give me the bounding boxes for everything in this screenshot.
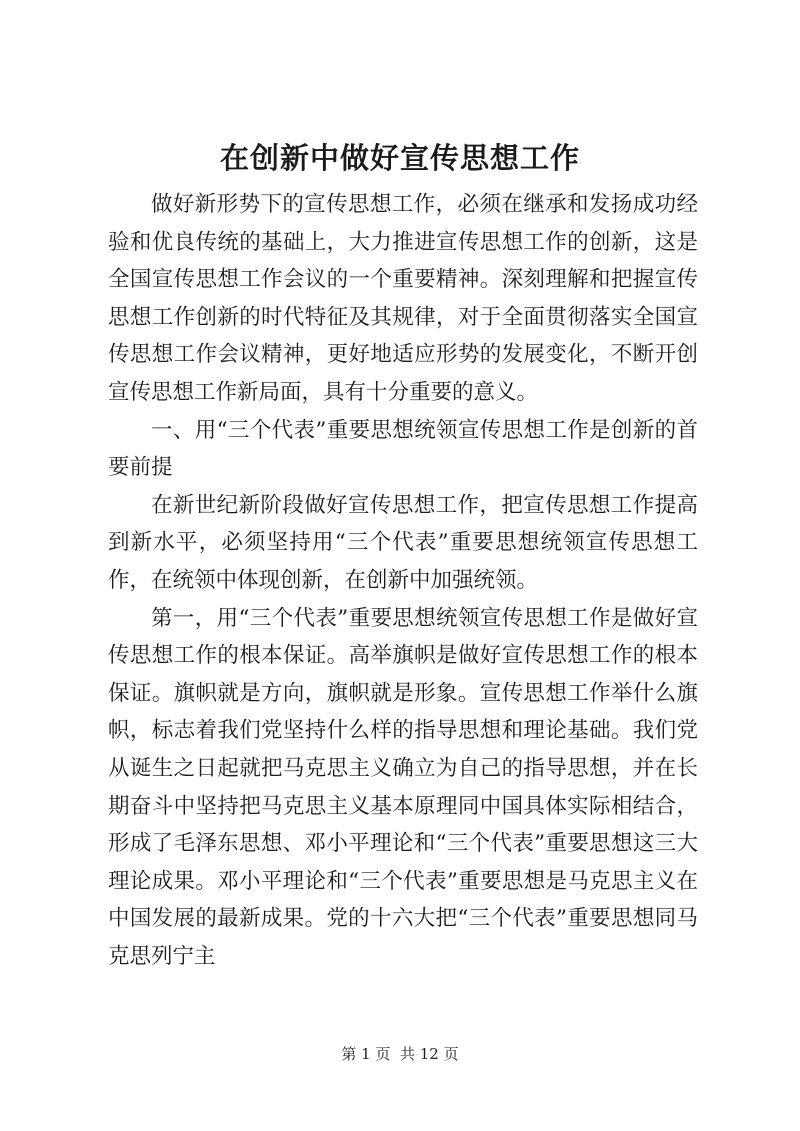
paragraph-section-1: 在新世纪新阶段做好宣传思想工作，把宣传思想工作提高到新水平，必须坚持用“三个代表”重要思想统领宣传思想工作，在统领中体现创新，在创新中加强统领。 [108, 492, 698, 593]
page-footer [0, 1044, 800, 1064]
document-title: 在创新中做好宣传思想工作 [219, 141, 580, 175]
document-body [108, 186, 698, 975]
page-number: 第 1 页 共 12 页 [341, 1045, 459, 1063]
paragraph-first-point: 第一，用“三个代表”重要思想统领宣传思想工作是做好宣传思想工作的根本保证。高举旗帜是做好宣传思想工作的根本保证。旗帜就是方向，旗帜就是形象。宣传思想工作举什么旗帜，标志着我们党坚持什么样的指导思想和理论基础。我们党从诞生之日起就把马克思主义确立为自己的指导思想，并在长期奋斗中坚持把马克思主义基本原理同中国具体实际相结合，形成了毛泽东思想、邓小平理论和“三个代表”重要思想这三大理论成果。邓小平理论和“三个代表”重要思想是马克思主义在中国发展的最新成果。党的十六大把“三个代表”重要思想同马克思列宁主 [108, 605, 698, 969]
paragraph-intro: 做好新形势下的宣传思想工作，必须在继承和发扬成功经验和优良传统的基础上，大力推进宣传思想工作的创新，这是全国宣传思想工作会议的一个重要精神。深刻理解和把握宣传思想工作创新的时代特征及其规律，对于全面贯彻落实全国宣传思想工作会议精神，更好地适应形势的发展变化，不断开创宣传思想工作新局面，具有十分重要的意义。 [108, 192, 698, 405]
section-heading-1: 一、用“三个代表”重要思想统领宣传思想工作是创新的首要前提 [108, 417, 698, 481]
